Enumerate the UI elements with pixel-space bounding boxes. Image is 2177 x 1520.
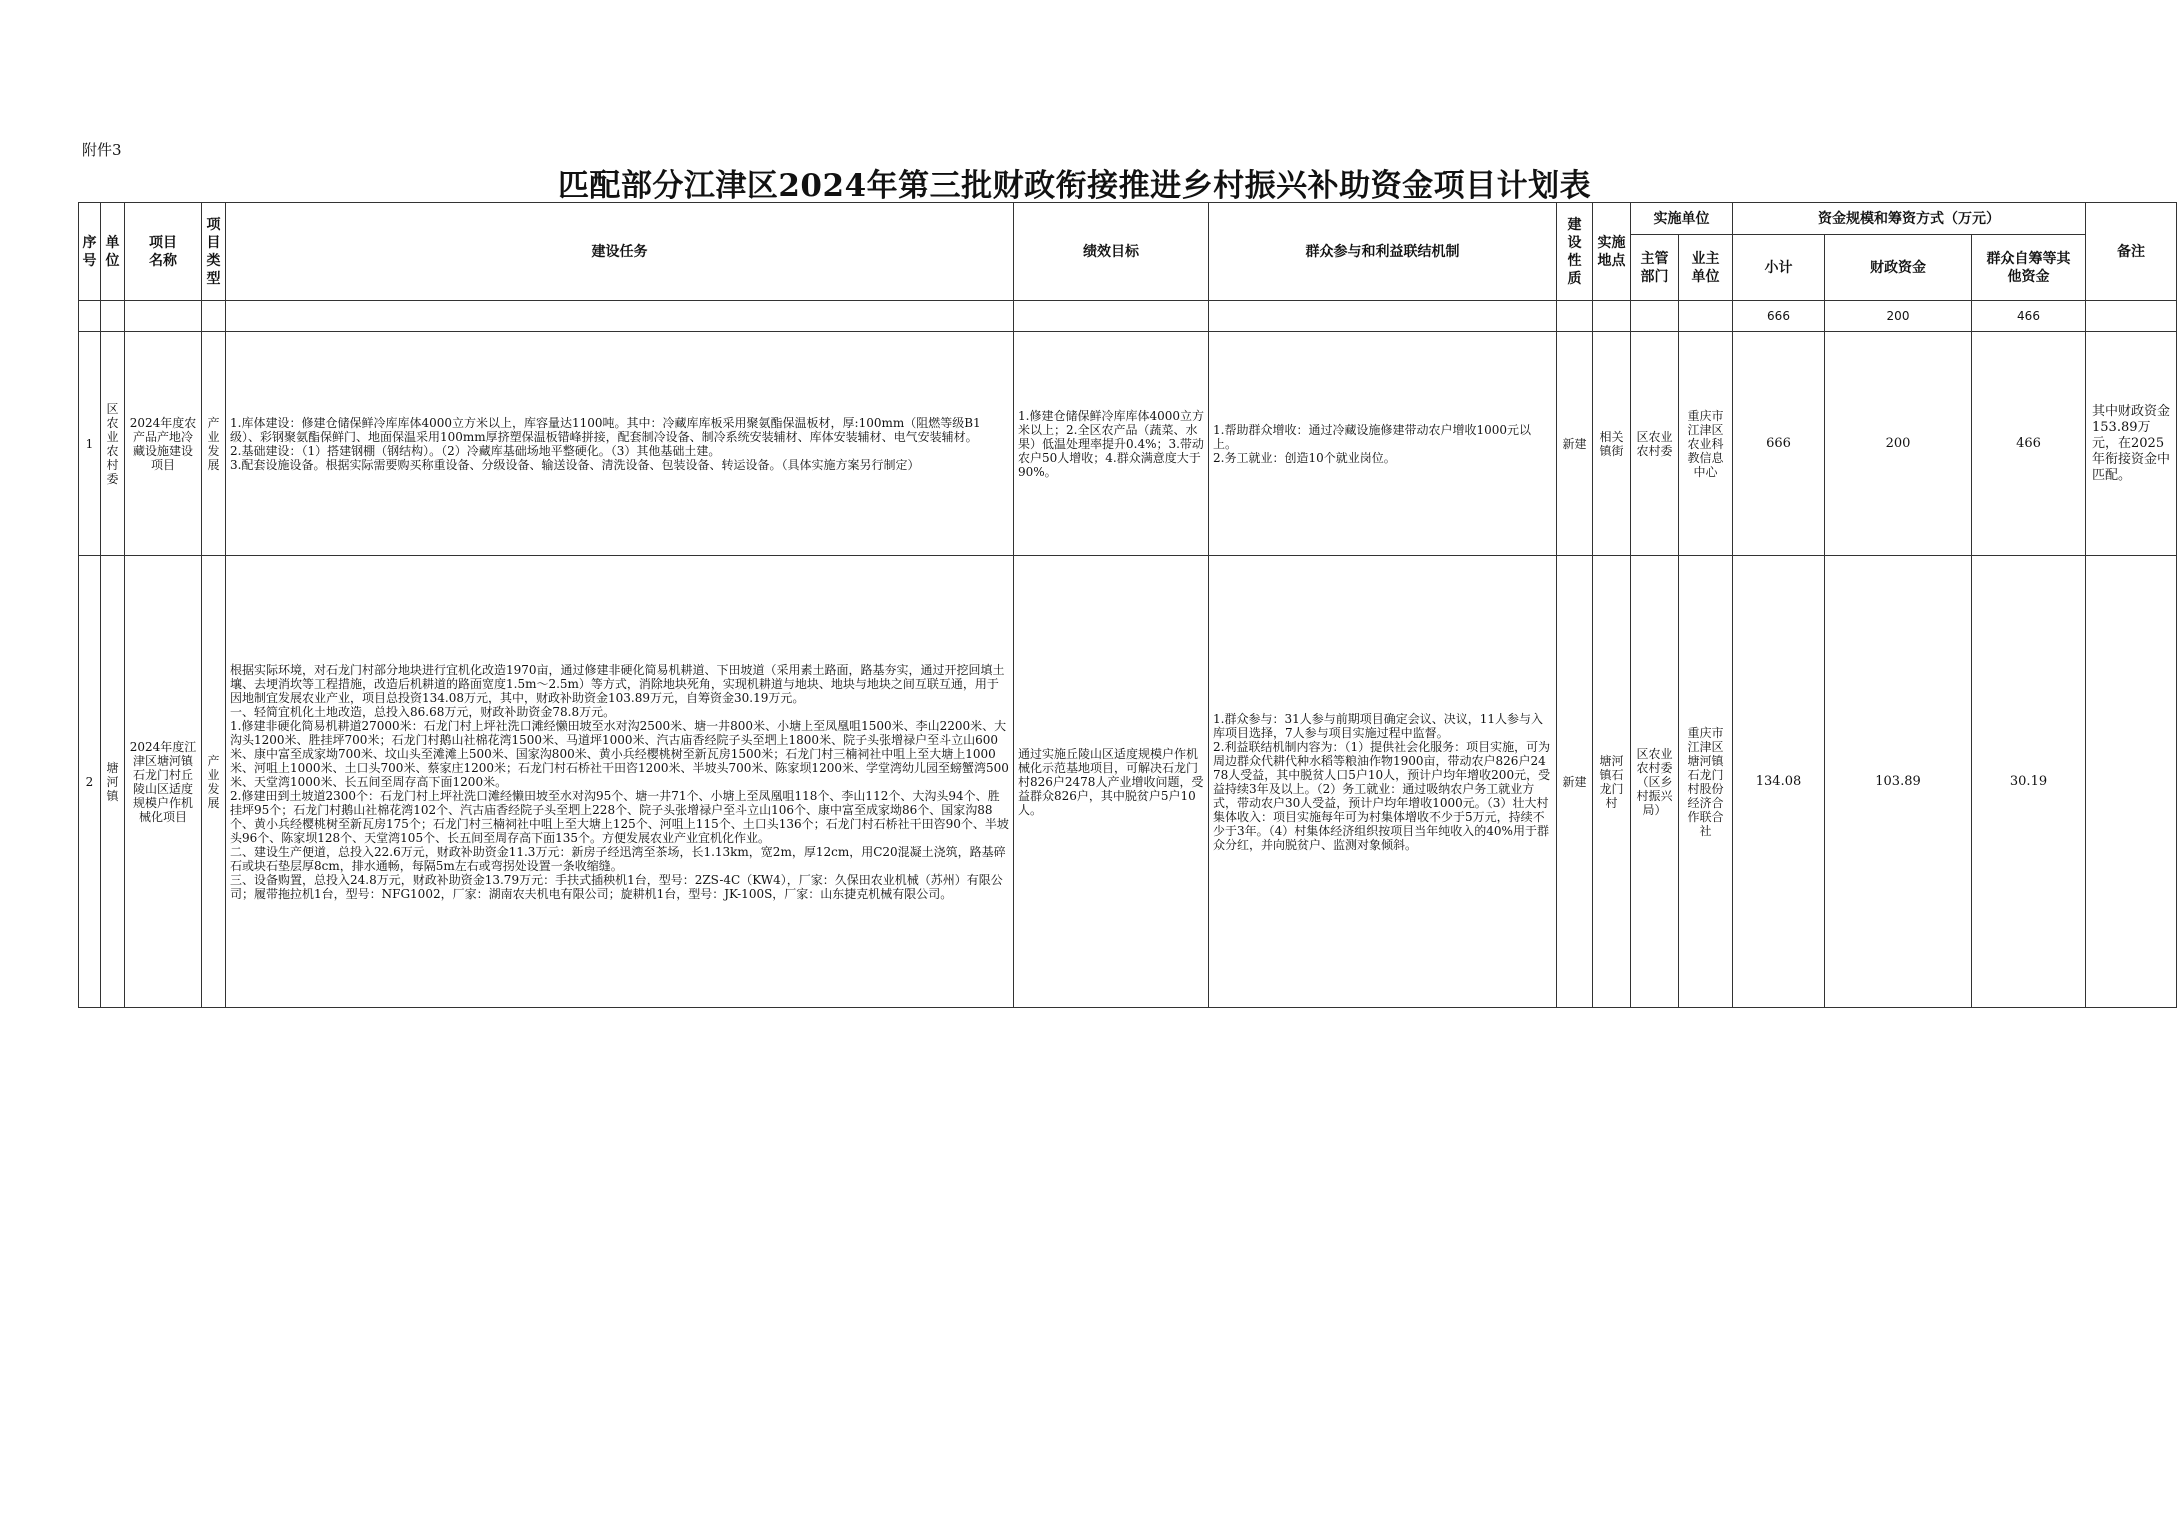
header-nature: 建设性质	[1557, 203, 1593, 301]
attachment-label: 附件3	[82, 141, 122, 159]
header-project-name: 项目名称	[125, 203, 202, 301]
row-tasks: 根据实际环境，对石龙门村部分地块进行宜机化改造1970亩，通过修建非硬化简易机耕道、下田坡道（采用素土路面，路基夯实，通过开挖回填土壤、去埂消坎等工程措施，改造后机耕道的路面宽度1.5m～2.5m）等方式，消除地块死角，实现机耕道与地块、地块与地块之间互联互通，用于因地制宜发展农业产业，项目总投资134.08万元，其中，财政补助资金103.89万元，自筹资金30.19万元。 一、轻简宜机化土地改造，总投入86.68万元，财政补助资金78.8万元。 1.修建非硬化简易机耕道27000米：石龙门村上坪社洗口滩经懒田坡至水对沟2500米、塘一井800米、小塘上至凤凰咀1500米、李山2200米、大沟头1200米、胜挂坪700米；石龙门村鹅山社棉花湾1500米、马道坪1000米、汽古庙香经院子头至垇上1800米、院子头张增禄户至斗立山600米、康中富至成家坳700米、坟山头至滩滩上500米、国家沟800米、黄小兵经樱桃树至新瓦房1500米；石龙门村三楠祠社中咀上至大塘上1000米、河咀上1000米、土口头700米、蔡家庄1200米；石龙门村石桥社干田咨1200米、半坡头700米、陈家坝1200米、学堂湾幼儿园至螃蟹湾500米、天堂湾1000米、长五间至周存高下面1200米。 2.修建田到土坡道2300个：石龙门村上坪社洗口滩经懒田坡至水对沟95个、塘一井71个、小塘上至凤凰咀118个、李山112个、大沟头94个、胜挂坪95个；石龙门村鹅山社棉花湾102个、汽古庙香经院子头至垇上228个、院子头张增禄户至斗立山106个、康中富至成家坳86个、国家沟88个、黄小兵经樱桃树至新瓦房175个；石龙门村三楠祠社中咀上至大塘上125个、河咀上115个、土口头136个；石龙门村石桥社干田咨90个、半坡头96个、陈家坝128个、天堂湾105个、长五间至周存高下面135个。方便发展农业产业宜机化作业。 二、建设生产便道，总投入22.6万元，财政补助资金11.3万元：新房子经迅湾至茶场，长1.13km，宽2m，厚12cm，用C20混凝土浇筑，路基碎石或块石垫层厚8cm，排水通畅，每隔5m左右或弯拐处设置一条收缩缝。 三、设备购置，总投入24.8万元，财政补助资金13.79万元：手扶式插秧机1台，型号：2ZS-4C（KW4），厂家：久保田农业机械（苏州）有限公司；履带拖拉机1台，型号：NFG1002，厂家：湖南农夫机电有限公司；旋耕机1台，型号：JK-100S，厂家：山东捷克机械有限公司。	[226, 556, 1014, 1008]
row-project-name: 2024年度农产品产地冷藏设施建设项目	[125, 332, 202, 556]
row-remarks: 其中财政资金153.89万元，在2025年衔接资金中匹配。	[2086, 332, 2177, 556]
row-mechanism: 1.群众参与：31人参与前期项目确定会议、决议，11人参与入库项目选择，7人参与项目实施过程中监督。 2.利益联结机制内容为：（1）提供社会化服务：项目实施，可为周边群众代耕代种水稻等粮油作物1900亩，带动农户826户2478人受益，其中脱贫人口5户10人，预计户均年增收200元，受益持续3年及以上。（2）务工就业：通过吸纳农户务工就业方式，带动农户30人受益，预计户均年增收1000元。（3）壮大村集体收入：项目实施每年可为村集体增收不少于5万元，持续不少于3年。（4）村集体经济组织按项目当年纯收入的40%用于群众分红，并向脱贫户、监测对象倾斜。	[1209, 556, 1557, 1008]
header-remarks: 备注	[2086, 203, 2177, 301]
header-selfraised: 群众自筹等其他资金	[1972, 235, 2086, 301]
row-subtotal: 666	[1733, 332, 1825, 556]
total-selfraised: 466	[1972, 301, 2086, 332]
row-dept: 区农业农村委（区乡村振兴局）	[1631, 556, 1679, 1008]
header-fiscal: 财政资金	[1825, 235, 1972, 301]
row-unit: 区农业农村委	[101, 332, 125, 556]
header-seq: 序号	[79, 203, 101, 301]
row-selfraised: 466	[1972, 332, 2086, 556]
row-mechanism: 1.帮助群众增收：通过冷藏设施修建带动农户增收1000元以上。 2.务工就业：创造10个就业岗位。	[1209, 332, 1557, 556]
header-goals: 绩效目标	[1014, 203, 1209, 301]
totals-row	[79, 301, 2177, 332]
header-mechanism: 群众参与和利益联结机制	[1209, 203, 1557, 301]
table-row	[79, 556, 2177, 1008]
row-nature: 新建	[1557, 332, 1593, 556]
row-nature: 新建	[1557, 556, 1593, 1008]
header-owner: 业主单位	[1679, 235, 1733, 301]
row-tasks: 1.库体建设：修建仓储保鲜冷库库体4000立方米以上，库容量达1100吨。其中：冷藏库库板采用聚氨酯保温板材，厚:100mm（阻燃等级B1级）、彩钢聚氨酯保鲜门、地面保温采用100mm厚挤塑保温板错峰拼接，配套制冷设备、制冷系统安装辅材、库体安装辅材、电气安装辅材。 2.基础建设：（1）搭建钢棚（钢结构）。（2）冷藏库基础场地平整硬化。（3）其他基础土建。 3.配套设施设备。根据实际需要购买称重设备、分级设备、输送设备、清洗设备、包装设备、转运设备。（具体实施方案另行制定）	[226, 332, 1014, 556]
header-dept: 主管部门	[1631, 235, 1679, 301]
row-project-name: 2024年度江津区塘河镇石龙门村丘陵山区适度规模户作机械化项目	[125, 556, 202, 1008]
row-location: 相关镇街	[1593, 332, 1631, 556]
table-header	[79, 203, 2177, 301]
row-remarks	[2086, 556, 2177, 1008]
row-location: 塘河镇石龙门村	[1593, 556, 1631, 1008]
row-owner: 重庆市江津区农业科教信息中心	[1679, 332, 1733, 556]
page-title: 匹配部分江津区2024年第三批财政衔接推进乡村振兴补助资金项目计划表	[557, 168, 1592, 204]
header-tasks: 建设任务	[226, 203, 1014, 301]
header-location: 实施地点	[1593, 203, 1631, 301]
row-unit: 塘河镇	[101, 556, 125, 1008]
row-seq: 1	[79, 332, 101, 556]
project-plan-table	[78, 202, 2177, 1008]
header-impl-unit: 实施单位	[1631, 203, 1733, 235]
header-unit: 单位	[101, 203, 125, 301]
row-fiscal: 103.89	[1825, 556, 1972, 1008]
row-dept: 区农业农村委	[1631, 332, 1679, 556]
row-goals: 通过实施丘陵山区适度规模户作机械化示范基地项目，可解决石龙门村826户2478人产业增收问题，受益群众826户，其中脱贫户5户10人。	[1014, 556, 1209, 1008]
row-owner: 重庆市江津区塘河镇石龙门村股份经济合作联合社	[1679, 556, 1733, 1008]
row-subtotal: 134.08	[1733, 556, 1825, 1008]
header-funds: 资金规模和筹资方式（万元）	[1733, 203, 2086, 235]
header-project-type: 项目类型	[202, 203, 226, 301]
row-selfraised: 30.19	[1972, 556, 2086, 1008]
header-subtotal: 小计	[1733, 235, 1825, 301]
row-goals: 1.修建仓储保鲜冷库库体4000立方米以上；2.全区农产品（蔬菜、水果）低温处理率提升0.4%；3.带动农户50人增收；4.群众满意度大于90%。	[1014, 332, 1209, 556]
row-project-type: 产业发展	[202, 332, 226, 556]
row-project-type: 产业发展	[202, 556, 226, 1008]
row-seq: 2	[79, 556, 101, 1008]
total-subtotal: 666	[1733, 301, 1825, 332]
total-fiscal: 200	[1825, 301, 1972, 332]
row-fiscal: 200	[1825, 332, 1972, 556]
table-row	[79, 332, 2177, 556]
